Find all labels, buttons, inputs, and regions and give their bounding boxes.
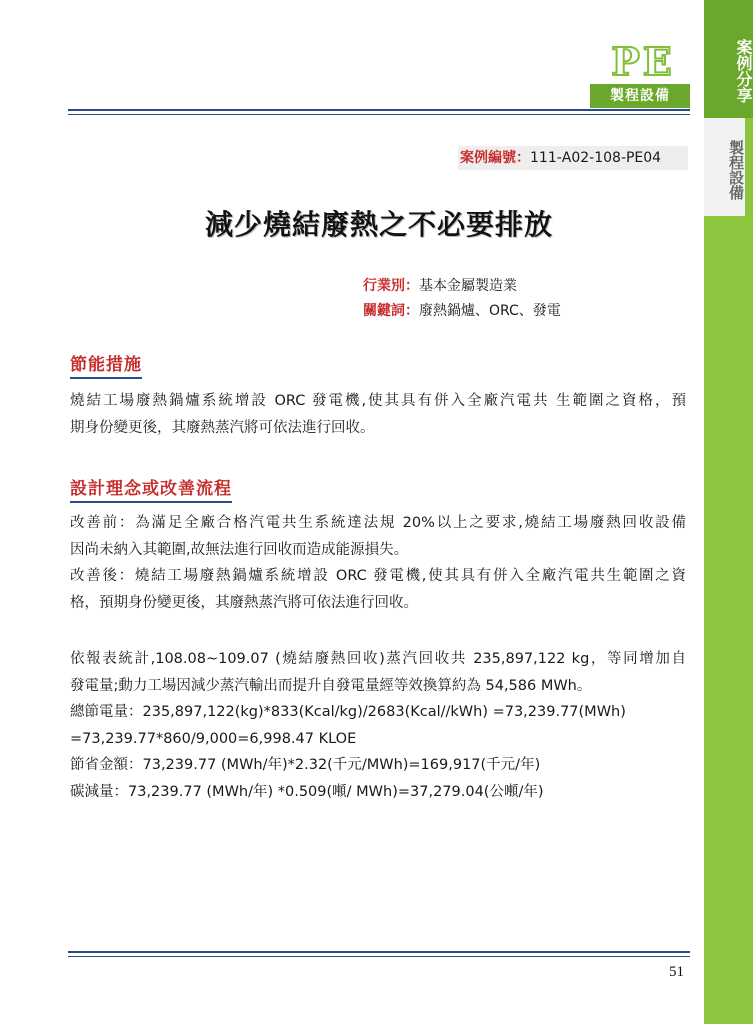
section-heading-design: 設計理念或改善流程 bbox=[70, 474, 232, 503]
keywords-label: 關鍵詞： bbox=[363, 303, 419, 319]
text-line: 依報表統計,108.08~109.07 (燒結廢熱回收)蒸汽回收共 235,897,122 kg，等同增加自 bbox=[70, 651, 686, 667]
calculation-paragraph bbox=[70, 646, 686, 805]
keywords-row bbox=[363, 300, 561, 322]
text-line: 節省金額：73,239.77 (MWh/年)*2.32(千元/MWh)=169,917(千元/年) bbox=[70, 757, 541, 773]
header-rule-thin bbox=[68, 114, 690, 115]
text-line: 期身份變更後，其廢熱蒸汽將可依法進行回收。 bbox=[70, 419, 375, 436]
text-line: 總節電量：235,897,122(kg)*833(Kcal/kg)/2683(Kcal//kWh) =73,239.77(MWh) bbox=[70, 704, 626, 720]
text-line: 改善後：燒結工場廢熱鍋爐系統增設 ORC 發電機,使其具有併入全廠汽電共生範圍之資 bbox=[70, 568, 686, 584]
industry-label: 行業別： bbox=[363, 278, 419, 294]
header-rule bbox=[68, 109, 690, 111]
industry-row bbox=[363, 275, 517, 297]
keywords-value: 廢熱鍋爐、ORC、發電 bbox=[419, 303, 561, 319]
side-tab-section-label[interactable]: 案例分享 bbox=[734, 39, 753, 103]
page-number: 51 bbox=[669, 964, 684, 980]
section-heading-measures: 節能措施 bbox=[70, 350, 142, 379]
text-line: 改善前：為滿足全廠合格汽電共生系統達法規 20%以上之要求,燒結工場廢熱回收設備 bbox=[70, 515, 686, 531]
pe-logo: PE bbox=[611, 39, 675, 84]
case-number-label: 案例編號： bbox=[460, 150, 530, 166]
design-paragraph bbox=[70, 510, 686, 616]
measures-paragraph bbox=[70, 388, 686, 441]
text-line: 燒結工場廢熱鍋爐系統增設 ORC 發電機,使其具有併入全廠汽電共 生範圍之資格，預 bbox=[70, 393, 686, 409]
footer-rule-thin bbox=[68, 956, 690, 957]
footer-rule bbox=[68, 951, 690, 953]
case-number-box bbox=[458, 146, 688, 170]
page-title: 減少燒結廢熱之不必要排放 bbox=[204, 208, 553, 241]
text-line: 碳減量：73,239.77 (MWh/年) *0.509(噸/ MWh)=37,279.04(公噸/年) bbox=[70, 783, 544, 800]
text-line: 發電量;動力工場因減少蒸汽輸出而提升自發電量經等效換算約為 54,586 MWh。 bbox=[70, 677, 592, 694]
case-number-value: 111-A02-108-PE04 bbox=[530, 150, 662, 166]
text-line: =73,239.77*860/9,000=6,998.47 KLOE bbox=[70, 730, 357, 747]
side-tab-sub-label[interactable]: 製程設備 bbox=[727, 140, 745, 200]
text-line: 因尚未納入其範圍,故無法進行回收而造成能源損失。 bbox=[70, 541, 409, 558]
category-tag: 製程設備 bbox=[590, 84, 690, 108]
industry-value: 基本金屬製造業 bbox=[419, 278, 517, 294]
text-line: 格，預期身份變更後，其廢熱蒸汽將可依法進行回收。 bbox=[70, 594, 418, 611]
